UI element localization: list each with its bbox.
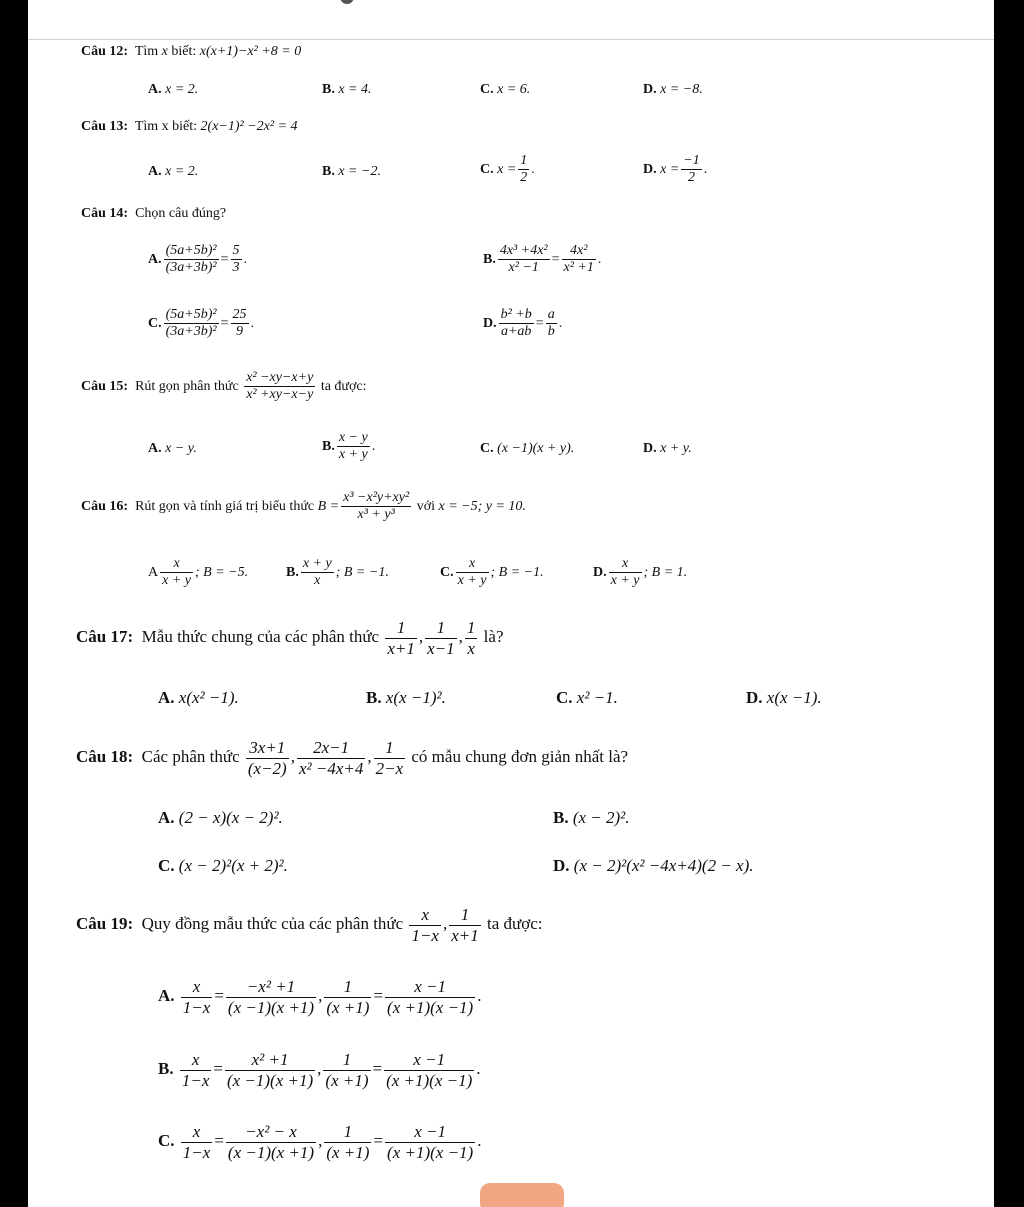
numerator: 2x−1 — [313, 738, 350, 757]
option-a[interactable] — [148, 82, 198, 98]
option-letter: C. — [158, 856, 175, 875]
denominator: (3a+3b)² — [165, 260, 217, 276]
denominator: (x−2) — [247, 758, 287, 778]
question-16-stem — [81, 490, 526, 523]
question-label: Câu 12: — [81, 44, 129, 59]
option-letter: B. — [366, 688, 382, 707]
numerator: x³ −x²y+xy² — [343, 490, 410, 505]
numerator: x −1 — [414, 977, 447, 996]
denominator: x² −4x+4 — [298, 758, 364, 778]
option-letter: D. — [643, 161, 657, 177]
numerator: x — [468, 556, 476, 571]
denominator: (3a+3b)² — [165, 324, 217, 340]
loading-indicator — [340, 0, 354, 4]
option-letter: A. — [158, 688, 175, 707]
denominator: a+ab — [499, 323, 534, 340]
numerator: 1 — [343, 977, 353, 996]
option-letter: B. — [286, 564, 299, 580]
question-label: Câu 14: — [81, 206, 129, 221]
numerator: 1 — [343, 1122, 353, 1141]
option-value: x = −2. — [338, 164, 381, 179]
stem-text: là? — [483, 626, 504, 646]
option-c[interactable] — [440, 556, 544, 589]
option-value: (x −1)(x + y). — [497, 441, 575, 456]
expression-name: B = — [317, 498, 340, 514]
option-value: x(x −1)². — [385, 688, 446, 707]
stem-text: Quy đồng mẫu thức của các phân thức — [141, 913, 404, 933]
denominator: x³ + y³ — [341, 506, 411, 523]
question-17-stem: Câu 17: Mẫu thức chung của các phân thức $\frac{1}{x+1}$ , $\frac{1}{x-1}$ , $\frac{1}{x}$ là? — [76, 618, 504, 658]
option-c[interactable] — [480, 441, 574, 457]
denominator: (x +1)(x −1) — [386, 1070, 473, 1090]
option-b[interactable] — [286, 556, 389, 589]
stem-text: với — [416, 498, 435, 514]
question-19-stem: Câu 19: Quy đồng mẫu thức của các phân thức $\frac{x}{1-x}$ , $\frac{1}{x+1}$ ta được: — [76, 905, 543, 945]
equation: 2(x−1)² −2x² = 4 — [200, 119, 298, 134]
numerator: −1 — [683, 153, 700, 168]
question-15-stem — [81, 370, 367, 403]
option-value: x = 6. — [497, 82, 531, 97]
question-14-stem — [81, 206, 226, 222]
question-label: Câu 16: — [81, 498, 129, 514]
denominator: x+1 — [387, 638, 415, 658]
question-12-stem — [81, 44, 301, 60]
option-d[interactable] — [553, 856, 754, 876]
numerator: 1 — [342, 1050, 352, 1069]
denominator: (x −1)(x +1) — [226, 1070, 314, 1090]
option-c[interactable]: C. $\frac{x}{1-x}$ = $\frac{\text{−x² − x}}{(x -1)(x +1)}$ , $\frac{1}{(x +1)}$ = $\frac{x -1}{(x +1)(x -1)}$ . — [158, 1122, 482, 1162]
numerator: 1 — [466, 618, 476, 637]
numerator: x −1 — [413, 1050, 446, 1069]
option-letter: A. — [158, 985, 175, 1005]
denominator: (x +1)(x −1) — [387, 997, 474, 1017]
denominator: x + y — [610, 573, 640, 589]
option-letter: A. — [158, 808, 175, 827]
option-letter: B. — [553, 808, 569, 827]
denominator: x² +xy−x−y — [246, 387, 314, 403]
option-a[interactable] — [148, 556, 248, 589]
option-value: ; B = −1. — [490, 564, 544, 580]
option-a[interactable] — [158, 808, 283, 828]
option-value: x − y. — [165, 441, 197, 456]
numerator: x − y — [338, 430, 368, 445]
option-value: x = 2. — [165, 164, 199, 179]
stem-text: có mẫu chung đơn giản nhất là? — [411, 746, 629, 766]
question-label: Câu 13: — [81, 119, 129, 134]
numerator: x — [173, 556, 180, 571]
denominator: (x −1)(x +1) — [227, 1142, 315, 1162]
denominator: x−1 — [427, 638, 455, 658]
option-letter: A. — [148, 164, 162, 179]
denominator: 2−x — [375, 758, 404, 778]
denominator: 9 — [231, 323, 249, 340]
option-letter: C. — [480, 161, 494, 177]
option-letter: C. — [556, 688, 573, 707]
option-d[interactable] — [643, 441, 692, 457]
option-b[interactable] — [322, 82, 372, 98]
denominator: b — [547, 324, 555, 340]
denominator: x + y — [162, 573, 191, 589]
denominator: 3 — [232, 260, 240, 276]
option-a[interactable] — [148, 164, 198, 180]
option-value: ; B = 1. — [643, 564, 688, 580]
document-page — [28, 0, 994, 1207]
option-d[interactable] — [593, 556, 687, 589]
option-a[interactable] — [158, 688, 239, 708]
option-d[interactable]: D. x = $\frac{-1}{2}$ . — [643, 153, 708, 186]
denominator: (x +1) — [326, 997, 370, 1017]
denominator: (x +1)(x −1) — [387, 1142, 474, 1162]
option-letter: D. — [643, 441, 657, 456]
denominator: x — [465, 638, 478, 659]
denominator: x² +1 — [563, 260, 594, 276]
option-letter: B. — [483, 251, 496, 267]
stem-text: Mẫu thức chung của các phân thức — [141, 626, 380, 646]
page-divider — [28, 39, 994, 40]
floating-action-button[interactable] — [480, 1183, 564, 1207]
question-label: Câu 18: — [76, 746, 134, 766]
option-value: x = — [497, 161, 517, 177]
denominator: (x +1) — [326, 1142, 370, 1162]
option-c[interactable] — [158, 856, 288, 876]
option-letter: B. — [158, 1058, 174, 1078]
denominator: 2 — [520, 170, 528, 186]
option-b[interactable]: B. $\frac{x - y}{x + y}$ . — [322, 430, 376, 463]
option-value: x(x² −1). — [178, 688, 239, 707]
option-letter: B. — [322, 438, 335, 454]
option-letter: D. — [553, 856, 570, 875]
numerator: 4x² — [570, 243, 588, 258]
denominator: (x −1)(x +1) — [227, 997, 315, 1017]
numerator: x² −xy−x+y — [246, 370, 314, 385]
numerator: 3x+1 — [249, 738, 286, 757]
denominator: x — [301, 572, 334, 589]
option-value: (2 − x)(x − 2)². — [178, 808, 283, 827]
question-18-stem: Câu 18: Các phân thức $\frac{3x+1}{(x-2)}$ , $\frac{2x-1}{\text{x² −4x+4}}$ , $\frac{1}{2-x}$ có mẫu chung đơn giản nhất là? — [76, 738, 629, 778]
option-d[interactable] — [643, 82, 703, 98]
option-value: x = −8. — [660, 82, 703, 97]
option-value: ; B = −5. — [195, 564, 249, 580]
numerator: 1 — [396, 618, 406, 637]
option-value: (x − 2)²(x² −4x+4)(2 − x). — [573, 856, 754, 875]
option-value: x = 2. — [165, 82, 199, 97]
option-b[interactable] — [366, 688, 446, 708]
option-letter: C. — [158, 1130, 175, 1150]
numerator: x + y — [302, 556, 332, 571]
option-a[interactable] — [148, 441, 197, 457]
numerator: (5a+5b)² — [165, 307, 217, 322]
denominator: x + y — [338, 447, 368, 463]
numerator: 1 — [385, 738, 394, 757]
denominator: 2 — [681, 169, 701, 186]
stem-text: Tìm x biết: — [134, 119, 198, 134]
denominator: 1−x — [411, 925, 439, 945]
option-c[interactable] — [556, 688, 618, 708]
option-a[interactable]: A. $\frac{x}{1-x}$ = $\frac{\text{−x² +1}}{(x -1)(x +1)}$ , $\frac{1}{(x +1)}$ = $\frac{x -1}{(x +1)(x -1)}$ . — [158, 977, 482, 1017]
option-letter: D. — [643, 82, 657, 97]
question-label: Câu 15: — [81, 378, 129, 394]
stem-var: x — [161, 44, 168, 59]
stem-text: Chọn câu đúng? — [135, 206, 227, 221]
option-letter: A. — [148, 441, 162, 456]
question-label: Câu 19: — [76, 913, 134, 933]
option-c[interactable]: C. x = $\frac{1}{2}$ . — [480, 153, 535, 186]
option-letter: B. — [322, 164, 335, 179]
option-letter: C. — [480, 82, 494, 97]
option-letter: C. — [148, 315, 162, 331]
option-b[interactable] — [553, 808, 630, 828]
numerator: x — [621, 556, 629, 571]
equation: x(x+1)−x² +8 = 0 — [199, 44, 302, 59]
option-letter: A. — [148, 251, 162, 267]
option-value: x(x −1). — [766, 688, 822, 707]
option-letter: C. — [480, 441, 494, 456]
option-d[interactable]: D. $\frac{\text{b² +b}}{a+ab}$ = $\frac{a}{b}$ . — [483, 307, 563, 340]
option-letter: A — [148, 564, 159, 580]
option-letter: D. — [483, 315, 497, 331]
numerator: (5a+5b)² — [165, 243, 217, 258]
denominator: x² −1 — [498, 259, 550, 276]
option-b[interactable]: B. $\frac{\text{4x³ +4x²}}{\text{x² −1}}$ = $\frac{\text{4x²}}{\text{x² +1}}$ . — [483, 243, 602, 276]
numerator: 25 — [232, 307, 247, 322]
denominator: x+1 — [451, 925, 479, 945]
option-a[interactable]: A. $\frac{\text{(5a+5b)²}}{\text{(3a+3b)²}}$ = $\frac{5}{3}$ . — [148, 243, 247, 276]
numerator: x — [421, 905, 429, 924]
numerator: x — [192, 1122, 201, 1141]
stem-text: ta được: — [320, 378, 367, 394]
stem-text: Rút gọn phân thức — [135, 378, 239, 394]
option-c[interactable]: C. $\frac{\text{(5a+5b)²}}{\text{(3a+3b)²}}$ = $\frac{25}{9}$ . — [148, 307, 254, 340]
denominator: 1−x — [182, 1142, 211, 1162]
denominator: x + y — [457, 573, 487, 589]
option-value: x = — [660, 161, 680, 177]
option-value: x = 4. — [338, 82, 372, 97]
question-13-stem — [81, 119, 298, 135]
option-value: (x − 2)². — [572, 808, 630, 827]
option-letter: D. — [593, 564, 607, 580]
question-label: Câu 17: — [76, 626, 134, 646]
numerator: −x² − x — [245, 1122, 297, 1141]
numerator: b² +b — [500, 307, 532, 322]
option-value: ; B = −1. — [335, 564, 389, 580]
numerator: 1 — [460, 905, 470, 924]
numerator: 1 — [436, 618, 446, 637]
option-b[interactable] — [322, 164, 381, 180]
numerator: 4x³ +4x² — [499, 243, 548, 258]
option-c[interactable] — [480, 82, 530, 98]
option-value: x² −1. — [576, 688, 618, 707]
stem-text: biết: — [171, 44, 197, 59]
option-value: (x − 2)²(x + 2)². — [178, 856, 288, 875]
option-d[interactable] — [746, 688, 822, 708]
numerator: x — [191, 1050, 200, 1069]
option-letter: D. — [746, 688, 763, 707]
option-b[interactable]: B. $\frac{x}{1-x}$ = $\frac{\text{x² +1}}{(x -1)(x +1)}$ , $\frac{1}{(x +1)}$ = $\frac{x -1}{(x +1)(x -1)}$ . — [158, 1050, 481, 1090]
option-letter: C. — [440, 564, 454, 580]
denominator: 1−x — [181, 1070, 210, 1090]
stem-text: ta được: — [487, 913, 543, 933]
option-value: x + y. — [660, 441, 692, 456]
condition: x = −5; y = 10. — [438, 498, 526, 514]
option-letter: B. — [322, 82, 335, 97]
numerator: x −1 — [414, 1122, 447, 1141]
denominator: 1−x — [182, 997, 211, 1017]
numerator: 1 — [520, 153, 528, 168]
numerator: x — [192, 977, 201, 996]
stem-text: Tìm — [134, 44, 159, 59]
stem-text: Các phân thức — [141, 746, 240, 766]
numerator: 5 — [232, 243, 240, 258]
numerator: a — [547, 307, 555, 322]
denominator: (x +1) — [325, 1070, 369, 1090]
option-letter: A. — [148, 82, 162, 97]
numerator: x² +1 — [251, 1050, 289, 1069]
stem-text: Rút gọn và tính giá trị biểu thức — [135, 498, 315, 514]
numerator: −x² +1 — [246, 977, 296, 996]
